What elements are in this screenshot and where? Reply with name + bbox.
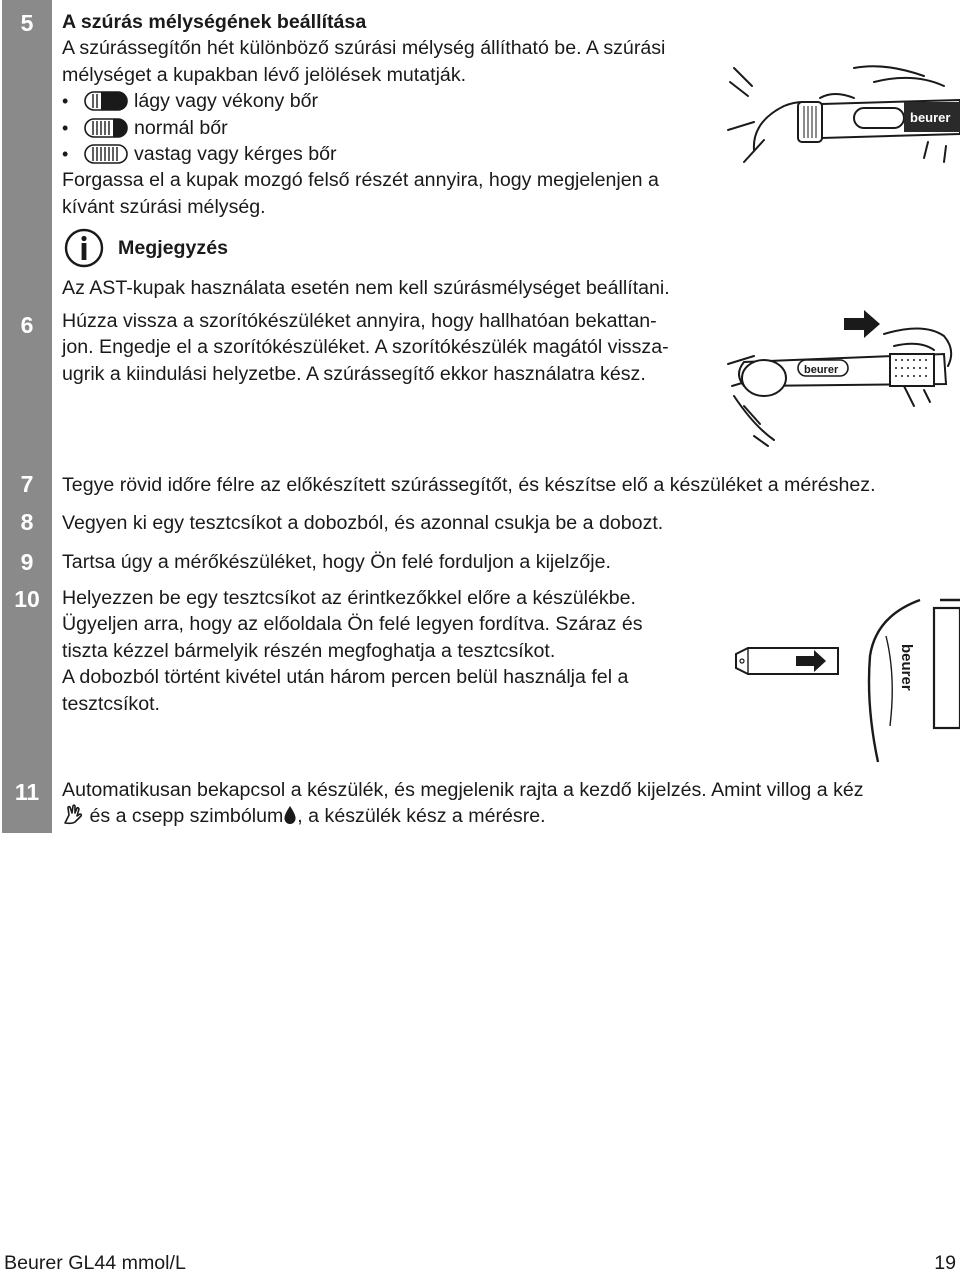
step-11-line: [62, 803, 864, 829]
step-number-6: 6: [20, 312, 34, 338]
bullet-soft-skin: • lágy vagy vékony bőr: [62, 88, 665, 114]
depth-normal-icon: [84, 118, 128, 138]
info-icon: [62, 228, 106, 268]
step-6-block: [62, 308, 669, 387]
step-10-line: tiszta kézzel bármelyik részén megfoghatja a tesztcsíkot.: [62, 639, 556, 662]
step-9-text: Tartsa úgy a mérőkészüléket, hogy Ön felé forduljon a kijelzője.: [62, 551, 611, 573]
brand-label: beurer: [910, 110, 951, 125]
step-10-line: tesztcsíkot.: [62, 692, 160, 715]
step-number-8: 8: [20, 509, 34, 535]
step-6-line: jon. Engedje el a szorítókészüléket. A szorítókészülék magától vissza-: [62, 336, 669, 359]
step-5-block: [62, 9, 665, 220]
step-6-line: ugrik a kiindulási helyzetbe. A szúrássegítő ekkor használatra kész.: [62, 362, 646, 385]
brand-label: beurer: [804, 364, 839, 376]
bullet-thick-skin: • vastag vagy kérges bőr: [62, 141, 665, 167]
step-10-line: Helyezzen be egy tesztcsíkot az érintkezőkkel előre a készülékbe.: [62, 587, 636, 609]
hand-icon: [62, 803, 84, 825]
footer-model: Beurer GL44 mmol/L: [4, 1252, 186, 1274]
strip-insertion-illustration: [726, 596, 960, 766]
brand-label: beurer: [898, 644, 915, 691]
step-5-line: kívánt szúrási mélység.: [62, 195, 266, 218]
step-8-text: Vegyen ki egy tesztcsíkot a dobozból, és azonnal csukja be a dobozt.: [62, 512, 664, 534]
lancet-cocking-illustration: [724, 306, 960, 456]
step-number-10: 10: [14, 586, 40, 612]
step-7-text: Tegye rövid időre félre az előkészített szúrássegítőt, és készítse elő a készüléket a méréshez.: [62, 474, 876, 496]
step-5-line: A szúrássegítőn hét különböző szúrási mélység állítható be. A szúrási: [62, 37, 666, 60]
step-number-11: 11: [14, 779, 40, 805]
step-5-line: mélységet a kupakban lévő jelölések mutatják.: [62, 63, 467, 86]
step-11-line: Automatikusan bekapcsol a készülék, és megjelenik rajta a kezdő kijelzés. Amint villog a kéz: [62, 779, 864, 801]
depth-thick-icon: [84, 144, 128, 164]
note-title: Megjegyzés: [118, 236, 228, 259]
step-number-9: 9: [20, 549, 34, 575]
note-heading: [62, 228, 228, 268]
depth-soft-icon: [84, 91, 128, 111]
step-11-text-b: , a készülék kész a mérésre.: [297, 805, 546, 828]
step-11-block: [62, 777, 864, 830]
bullet-label: lágy vagy vékony bőr: [134, 90, 319, 113]
arrow-right-icon: [844, 310, 880, 338]
step-5-line: Forgassa el a kupak mozgó felső részét annyira, hogy megjelenjen a: [62, 169, 659, 192]
bullet-label: vastag vagy kérges bőr: [134, 143, 337, 166]
lancet-depth-illustration: [724, 62, 960, 172]
step-number-5: 5: [20, 10, 34, 36]
step-11-text-a: és a csepp szimbólum: [89, 805, 284, 828]
step-5-title: A szúrás mélységének beállítása: [62, 11, 367, 33]
step-10-line: A dobozból történt kivétel után három percen belül használja fel a: [62, 666, 629, 689]
step-6-line: Húzza vissza a szorítókészüléket annyira, hogy hallhatóan bekattan-: [62, 310, 657, 332]
drop-icon: [283, 805, 297, 825]
bullet-label: normál bőr: [134, 116, 228, 139]
note-text: Az AST-kupak használata esetén nem kell szúrásmélységet beállítani.: [62, 277, 670, 299]
step-10-block: [62, 585, 643, 717]
step-10-line: Ügyeljen arra, hogy az előoldala Ön felé legyen fordítva. Száraz és: [62, 613, 643, 636]
step-number-7: 7: [20, 471, 34, 497]
bullet-normal-skin: • normál bőr: [62, 115, 665, 141]
page-number: 19: [934, 1252, 956, 1274]
step-number-gutter: [2, 0, 52, 833]
